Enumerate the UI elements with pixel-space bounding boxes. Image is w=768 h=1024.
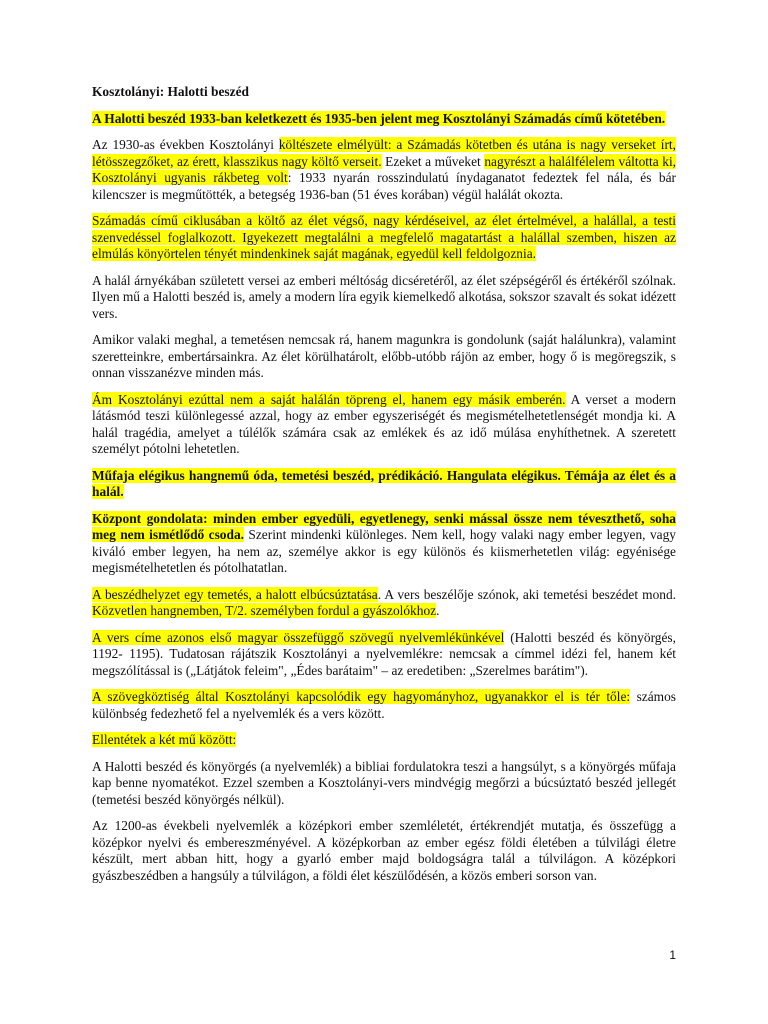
paragraph (92, 213, 676, 263)
highlighted-text: Számadás című ciklusában a költő az élet végső, nagy kérdéseivel, az élet értelmével, a halállal, a testi szenvedéssel foglalkozott. Igyekezett megtalálni a megfelelő magatartást a halállal szemben, hiszen az elmúlás könyörtelen tényét mindenkinek saját magának, egyedül kell feldolgoznia. (92, 213, 676, 261)
paragraph-text: számos különbség fedezhető fel a nyelvemlék és a vers között. (92, 689, 676, 721)
highlighted-text: Közvetlen hangnemben, T/2. személyben fordul a gyászolókhoz (92, 603, 437, 618)
highlighted-text: A vers címe azonos első magyar összefüggő szövegű nyelvemlékünkével (92, 629, 505, 645)
highlighted-text: nagyrészt a halálfélelem váltotta ki, Kosztolányi ugyanis rákbeteg volt (92, 153, 677, 185)
page-number: 1 (669, 948, 676, 962)
paragraph-text: . (436, 603, 440, 618)
paragraph-text: Ezeket a műveket (381, 153, 485, 169)
highlighted-text: Műfaja elégikus hangnemű óda, temetési beszéd, prédikáció. Hangulata elégikus. Témája az élet és a halál. (92, 467, 676, 499)
paragraph (92, 392, 676, 458)
paragraph-text: Az 1930-as években Kosztolányi (92, 137, 279, 152)
paragraph (92, 587, 676, 620)
highlighted-text: A szövegköztiség által Kosztolányi kapcsolódik egy hagyományhoz, ugyanakkor el is tér tőle: (92, 689, 631, 704)
paragraph-text: Az 1200-as évekbeli nyelvemlék a középkori ember szemléletét, értékrendjét mutatja, és összefügg a középkor nyelvi és embereszményével. A középkorban az ember egész földi életében a túlvilági életre készült, mert abban hitt, hogy a gyarló ember majd boldogságra talál a túlvilágon. A középkori gyászbeszédben a hangsúly a túlvilágon, a földi élet készülődésén, a közös emberi sorson van. (92, 818, 676, 883)
paragraph-text: Szerint mindenki különleges. Nem kell, hogy valaki nagy ember legyen, vagy kiváló ember legyen, ha nem az, személye akkor is egy különös és kiismerhetetlen világ: egyénisége megismételhetetlen és pótolhatatlan. (92, 527, 676, 575)
paragraph-text: A halál árnyékában született versei az emberi méltóság dicséretéről, az élet szépségéről és értékéről szólnak. Ilyen mű a Halotti beszéd is, amely a modern líra egyik kiemelkedő alkotása, sokszor szavalt és sokat idézett vers. (92, 272, 676, 321)
paragraph-text: : 1933 nyarán rosszindulatú ínydaganatot fedeztek fel nála, és bár kilencszer is megműtötték, a betegség 1936-ban (51 éves korában) végül halálát okozta. (92, 170, 676, 202)
document-body (92, 111, 676, 885)
paragraph (92, 732, 676, 749)
highlighted-text: költészete elmélyült: a Számadás kötetben és utána is nagy verseket írt, létösszegzőket, az érett, klasszikus nagy költő verseit. (92, 137, 676, 169)
paragraph (92, 689, 676, 722)
paragraph (92, 273, 676, 323)
document-page (92, 84, 676, 894)
paragraph-text: Amikor valaki meghal, a temetésen nemcsak rá, hanem magunkra is gondolunk (saját halálunkra), valamint szeretteinkre, embertársainkra. Az élet körülhatárolt, előbb-utóbb rájön az ember, hogy ő is megöregszik, s onnan visszanézve minden más. (92, 332, 676, 380)
highlighted-text: Ellentétek a két mű között: (92, 732, 237, 747)
document-title: Kosztolányi: Halotti beszéd (92, 84, 249, 99)
paragraph-text: A verset a modern látásmód teszi különlegessé azzal, hogy az ember egyszeriségét és megismételhetetlenségét mondja ki. A halál tragédia, amelyet a túlélők számára csak az emlékek és az idő múlása enyhíthetnek. A szeretett személyt pótolni lehetetlen. (92, 391, 676, 456)
highlighted-text: A beszédhelyzet egy temetés, a halott elbúcsúztatása (92, 586, 378, 602)
paragraph (92, 137, 676, 203)
paragraph (92, 630, 676, 680)
paragraph (92, 759, 676, 809)
paragraph (92, 468, 676, 501)
paragraph-text: A Halotti beszéd és könyörgés (a nyelvemlék) a bibliai fordulatokra teszi a hangsúlyt, s a könyörgés műfaja kap benne nyomatékot. Ezzel szemben a Kosztolányi-vers mindvégig megőrzi a búcsúztató beszéd jellegét (temetési beszéd könyörgés nélkül). (92, 758, 676, 807)
highlighted-text: A Halotti beszéd 1933-ban keletkezett és 1935-ben jelent meg Kosztolányi Számadás című kötetében. (92, 110, 666, 126)
paragraph-text: (Halotti beszéd és könyörgés, 1192- 1195). Tudatosan rájátszik Kosztolányi a nyelvemlékre: nemcsak a címmel idézi fel, hanem két megszólítással is („Látjátok feleim", „Édes barátaim" – az eredetiben: „Szerelmes barátim"). (92, 629, 676, 678)
highlighted-text: Ám Kosztolányi ezúttal nem a saját halálán töpreng el, hanem egy másik emberén. (92, 391, 566, 407)
paragraph-text: . A vers beszélője szónok, aki temetési beszédet mond. (377, 586, 676, 602)
paragraph (92, 511, 676, 577)
paragraph (92, 111, 676, 128)
paragraph (92, 332, 676, 382)
highlighted-text: Központ gondolata: minden ember egyedüli, egyetlenegy, senki mással össze nem téveszthető, soha meg nem ismétlődő csoda. (92, 510, 676, 542)
paragraph (92, 818, 676, 884)
